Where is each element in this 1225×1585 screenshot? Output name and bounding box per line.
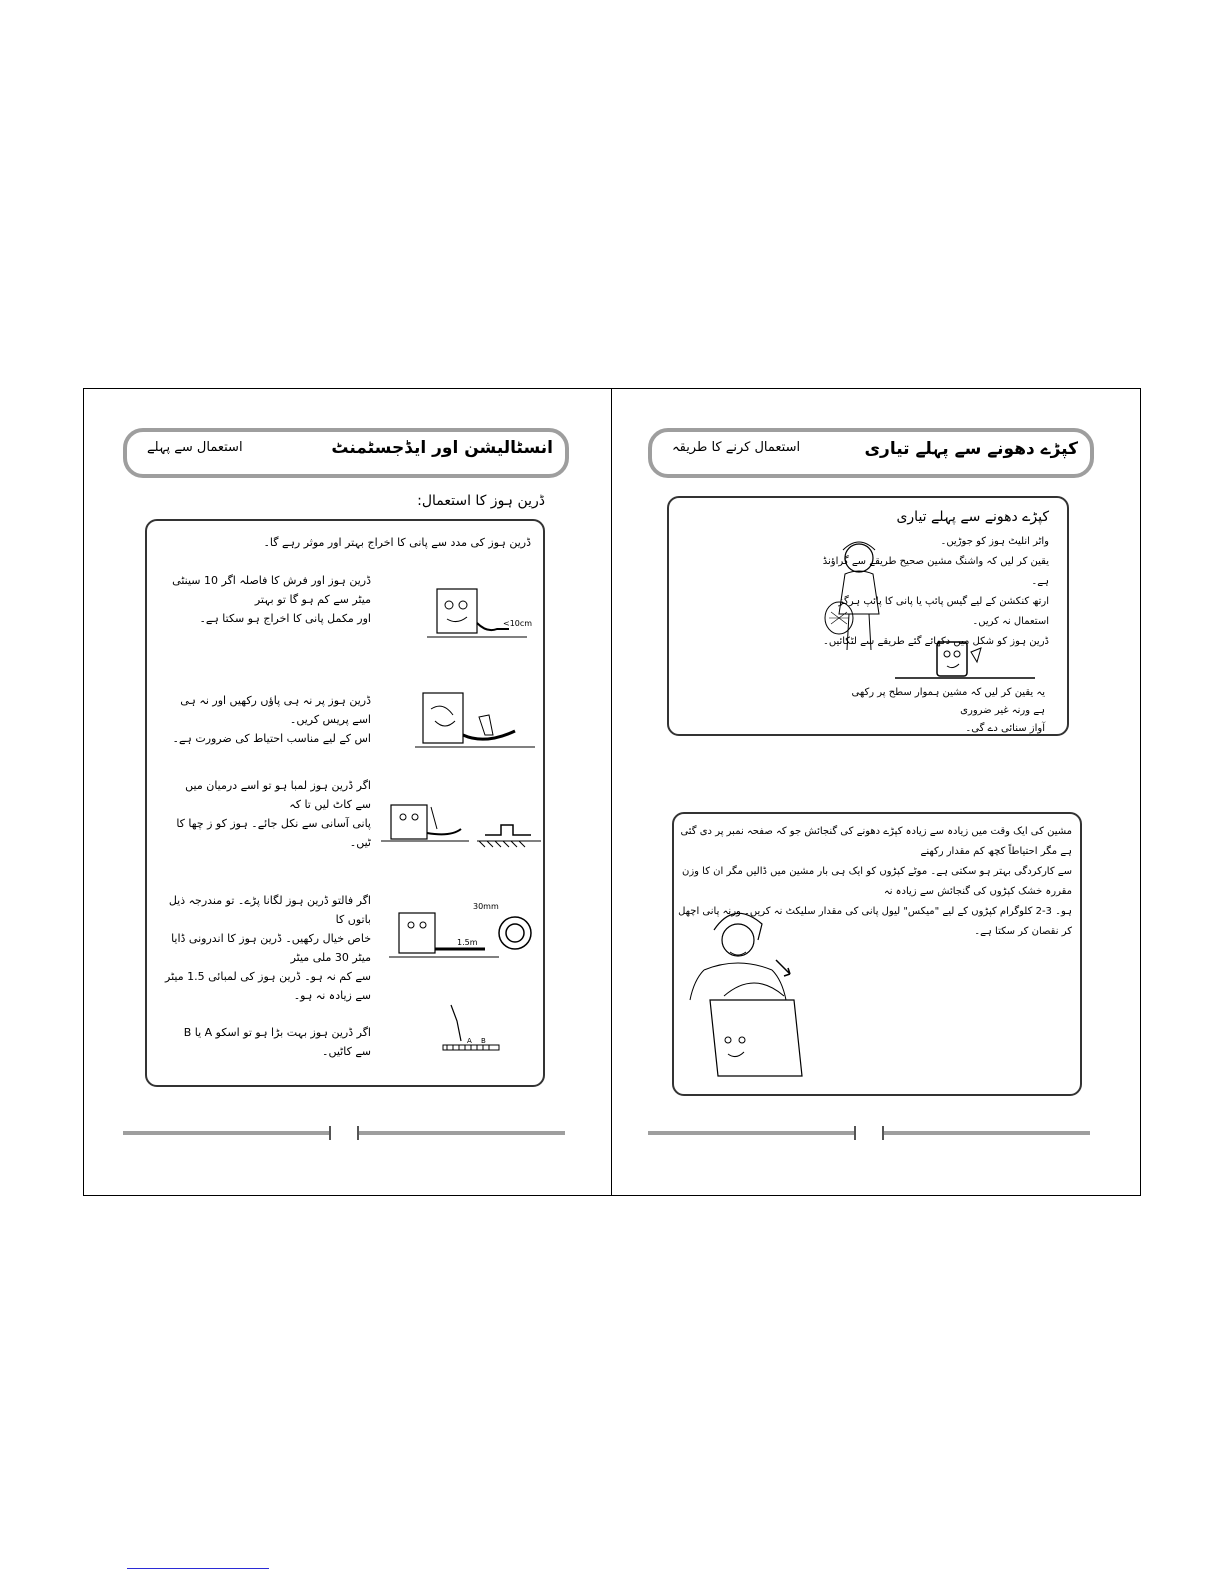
drain-item-5-line-1: اگر ڈرین ہوز بہت بڑا ہو تو اسکو A یا B سے کاٹیں۔ (183, 1026, 371, 1058)
cut-at-a-or-b-illustration (437, 1001, 507, 1061)
woman-loading-laundry-illustration (684, 900, 814, 1080)
right-header (648, 428, 1094, 478)
level-note (845, 684, 1045, 738)
left-footer-tick-left (329, 1126, 331, 1140)
preparation-heading: کپڑے دھونے سے پہلے تیاری (896, 509, 1049, 525)
drain-hose-box (145, 519, 545, 1087)
drain-hose-intro: ڈرین ہوز کی مدد سے پانی کا اخراج بہتر اور موثر رہے گا۔ (263, 536, 531, 549)
drain-item-3-line-1: اگر ڈرین ہوز لمبا ہو تو اسے درمیان میں سے کاٹ لیں تا کہ (185, 779, 371, 811)
left-header-title: انسٹالیشن اور ایڈجسٹمنٹ (331, 438, 553, 458)
figure-label-a: A (467, 1037, 472, 1045)
drain-item-4-line-3: سے کم نہ ہو۔ ڈرین ہوز کی لمبائی 1.5 میٹر سے زیادہ نہ ہو۔ (165, 970, 371, 1002)
cut-long-hose-illustration (381, 799, 541, 849)
drain-item-5 (171, 1023, 371, 1061)
right-header-title: کپڑے دھونے سے پہلے تیاری (864, 439, 1078, 459)
figure-label-b: B (481, 1037, 486, 1045)
preparation-line-3: ارتھ کنکشن کے لیے گیس پائپ یا پانی کا پائپ ہرگز (838, 596, 1049, 607)
right-footer-tick-left (854, 1126, 856, 1140)
preparation-line-4: استعمال نہ کریں۔ (972, 616, 1049, 627)
drain-item-1-line-2: اور مکمل پانی کا اخراج ہو سکتا ہے۔ (199, 612, 371, 625)
drain-item-3-line-2: پانی آسانی سے نکل جائے۔ ہوز کو ز چھا کا ٹیں۔ (176, 817, 371, 849)
section-heading: ڈرین ہوز کا استعمال: (417, 493, 545, 509)
woman-with-basket-illustration (819, 534, 899, 654)
figure-label-10cm: <10cm (503, 619, 533, 628)
left-page (83, 388, 611, 1196)
right-footer-bar-right (884, 1131, 1090, 1135)
left-header-subtitle: استعمال سے پہلے (147, 440, 243, 455)
right-page (612, 388, 1141, 1196)
level-note-line-1: یہ یقین کر لیں کہ مشین ہموار سطح پر رکھی ہے ورنہ غیر ضروری (851, 687, 1045, 716)
load-capacity-box (672, 812, 1082, 1096)
right-header-subtitle: استعمال کرنے کا طریقہ (672, 440, 801, 455)
preparation-line-1: واٹر انلیٹ ہوز کو جوڑیں۔ (940, 536, 1049, 547)
extension-hose-illustration (389, 903, 539, 963)
load-capacity-line-3: ہو۔ 3-2 کلوگرام کپڑوں کے لیے "میکس" لیول پانی کی مقدار سلیکٹ نہ کریں۔ ورنہ پانی اچھل کر نقصان کر سکتا ہے۔ (678, 906, 1072, 937)
left-header (123, 428, 569, 478)
drain-item-4-line-2: خاص خیال رکھیں۔ ڈرین ہوز کا اندرونی ڈایا میٹر 30 ملی میٹر (171, 932, 371, 964)
figure-label-1-5m: 1.5m (457, 938, 478, 947)
preparation-line-2: یقین کر لیں کہ واشنگ مشین صحیح طریقے سے گراؤنڈ ہے۔ (822, 556, 1049, 587)
drain-item-3 (171, 776, 371, 852)
left-footer-bar-right (359, 1131, 565, 1135)
drain-item-2-line-2: اس کے لیے مناسب احتیاط کی ضرورت ہے۔ (172, 732, 371, 745)
bottom-link-underline (127, 1568, 269, 1569)
drain-item-4-line-1: اگر فالتو ڈرین ہوز لگانا پڑے۔ تو مندرجہ ذیل باتوں کا (168, 894, 371, 926)
machine-level-illustration (895, 634, 1035, 684)
do-not-step-on-hose-illustration (415, 691, 535, 751)
drain-item-4 (161, 891, 371, 1005)
level-note-line-2: آواز سنائی دے گی۔ (965, 723, 1045, 734)
drain-item-2 (171, 691, 371, 748)
drain-item-1-line-1: ڈرین ہوز اور فرش کا فاصلہ اگر 10 سینٹی میٹر سے کم ہو گا تو بہتر (172, 574, 371, 606)
load-capacity-line-2: سے کارکردگی بہتر ہو سکتی ہے۔ موٹے کپڑوں کو ایک ہی بار مشین میں ڈالیں مگر ان کا وزن مقررہ خشک کپڑوں کی گنجائش سے زیادہ نہ (681, 866, 1072, 897)
drain-item-2-line-1: ڈرین ہوز پر نہ ہی پاؤں رکھیں اور نہ ہی اسے پریس کریں۔ (180, 694, 371, 726)
left-footer-bar-left (123, 1131, 329, 1135)
drain-item-1 (171, 571, 371, 628)
right-footer-bar-left (648, 1131, 854, 1135)
preparation-line-5: ڈرین ہوز کو شکل میں دکھائے گئے طریقے سے لٹکائیں۔ (822, 636, 1049, 647)
washer-hose-floor-illustration (417, 583, 533, 643)
preparation-box (667, 496, 1069, 736)
load-capacity-line-1: مشین کی ایک وقت میں زیادہ سے زیادہ کپڑے دھونے کی گنجائش جو کہ صفحہ نمبر پر دی گئی ہے مگر احتیاطاً کچھ کم مقدار رکھنے (680, 826, 1072, 857)
figure-label-30mm: 30mm (473, 902, 499, 911)
